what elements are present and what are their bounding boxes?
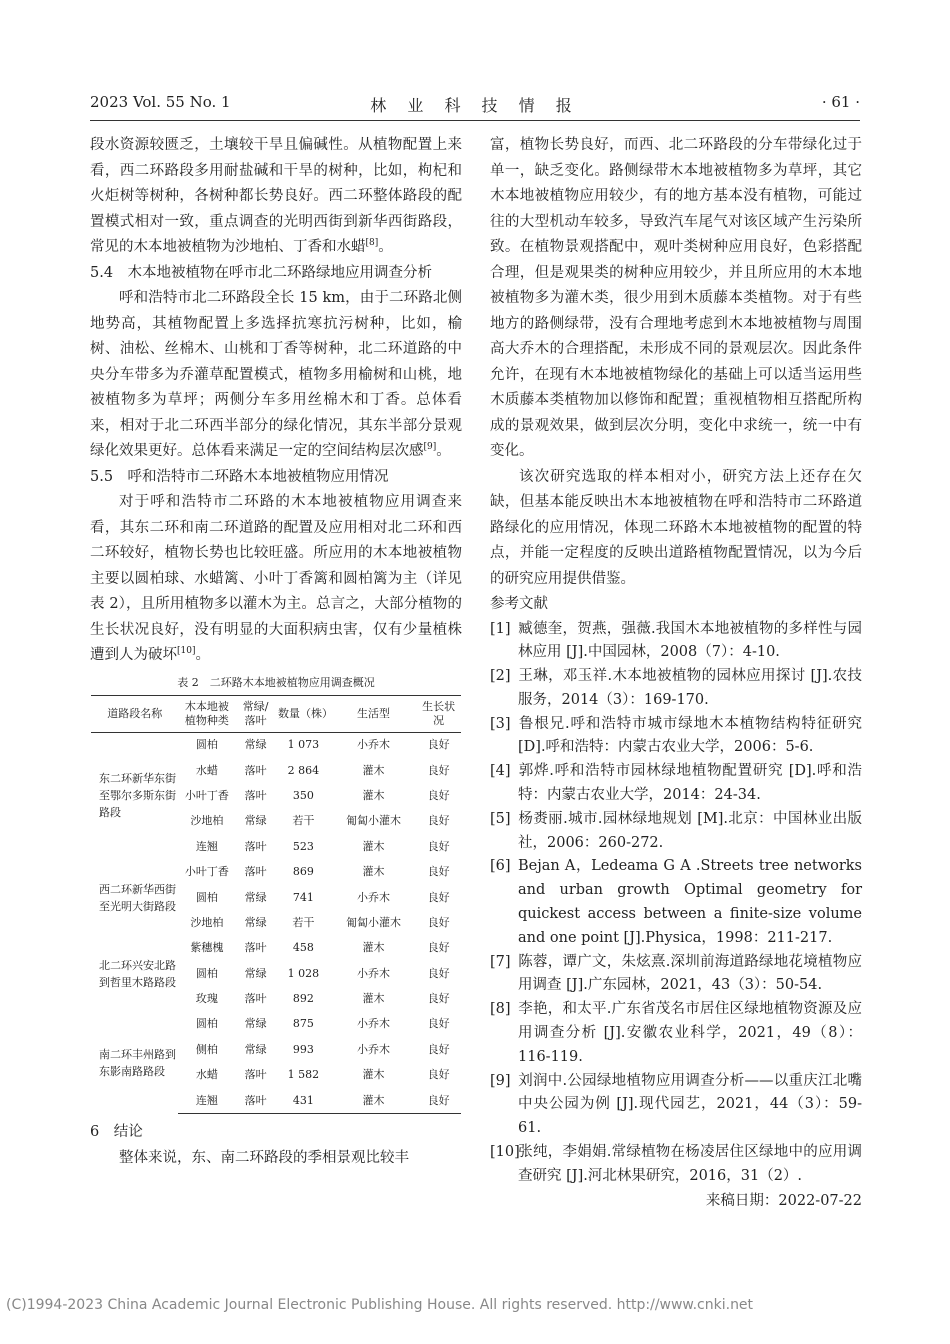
paragraph: 该次研究选取的样本相对小，研究方法上还存在欠缺，但基本能反映出木本地被植物在呼和浩特市二环路道路绿化的应用情况，体现二环路木本地被植物的配置的特点，并能一定程度的反映出道路植物配置情况，以为今后的研究应用提供借鉴。: [490, 468, 862, 587]
reference-number: [2]: [490, 668, 511, 685]
reference-item: [490, 951, 862, 999]
paragraph: 呼和浩特市北二环路段全长 15 km，由于二环路北侧地势高，其植物配置上多选择抗寒抗污树种，比如，榆树、油松、丝棉木、山桃和丁香等树种，北二环道路的中央分车带多为乔灌草配置模式，植物多用榆树和山桃，地被植物多为草坪；两侧分车多用丝棉木和丁香。总体看来，相对于北二环西半部分的绿化情况，其东半部分景观绿化效果更好。总体看来满足一定的空间结构层次感[9]。: [90, 290, 462, 459]
table-row: [91, 1012, 461, 1037]
life-form: 匍匐小灌木: [346, 915, 402, 929]
leaf-type: 常绿: [244, 1017, 267, 1031]
leaf-type: 落叶: [244, 788, 267, 802]
species: 沙地柏: [190, 814, 224, 828]
growth-status: 良好: [427, 1017, 450, 1031]
paragraph: 整体来说，东、南二环路段的季相景观比较丰: [119, 1149, 409, 1166]
road-segment: 北二环兴安北路到哲里木路路段: [99, 958, 176, 989]
journal-title: 林 业 科 技 情 报: [370, 96, 580, 115]
th-count: 数量（株）: [276, 695, 331, 732]
leaf-type: 常绿: [244, 915, 267, 929]
journal-volume: 2023 Vol. 55 No. 1: [90, 93, 231, 111]
reference-text: 杨赉丽.城市.园林绿地规划 [M].北京：中国林业出版社，2006：260-272.: [518, 810, 862, 851]
reference-text: 王琳，邓玉祥.木本地被植物的园林应用探讨 [J].农技服务，2014（3）：169-170.: [518, 668, 862, 708]
page-number: · 61 ·: [821, 93, 860, 111]
reference-item: [490, 665, 862, 713]
species: 侧柏: [195, 1042, 218, 1056]
th-segment: 道路段名称: [91, 695, 178, 732]
th-species: 木本地被植物种类: [178, 695, 235, 732]
life-form: 匍匐小灌木: [346, 814, 402, 828]
reference-number: [1]: [490, 620, 511, 637]
life-form: 小乔木: [357, 1017, 391, 1031]
growth-status: 良好: [427, 839, 450, 853]
reference-text: 李艳，和太平.广东省茂名市居住区绿地植物资源及应用调查分析 [J].安徽农业科学，2021，49（8）：116-119.: [518, 1001, 862, 1065]
th-lifeform: 生活型: [331, 695, 416, 732]
leaf-type: 落叶: [244, 941, 267, 955]
reference-text: 鲁根兄.呼和浩特市城市绿地木本植物结构特征研究 [D].呼和浩特：内蒙古农业大学，2006：5-6.: [518, 715, 862, 756]
reference-number: [5]: [490, 810, 511, 827]
life-form: 小乔木: [357, 966, 391, 980]
species: 圆柏: [195, 890, 218, 904]
reference-number: [4]: [490, 763, 511, 780]
road-segment: 东二环新华东街至鄂尔多斯东街路段: [99, 772, 176, 820]
life-form: 小乔木: [357, 1042, 391, 1056]
plant-count: 875: [292, 1017, 314, 1031]
reference-number: [7]: [490, 953, 511, 970]
reference-text: 张纯，李娟娟.常绿植物在杨凌居住区绿地中的应用调查研究 [J].河北林果研究，2016，31（2）.: [518, 1144, 862, 1184]
growth-status: 良好: [427, 788, 450, 802]
life-form: 灌木: [362, 788, 385, 802]
species: 小叶丁香: [184, 865, 229, 879]
received-date: 来稿日期：2022-07-22: [705, 1192, 862, 1209]
leaf-type: 常绿: [244, 1042, 267, 1056]
reference-text: 刘润中.公园绿地植物应用调查分析——以重庆江北嘴中央公园为例 [J].现代园艺，2021，44（3）：59-61.: [518, 1072, 862, 1137]
table-row: [91, 859, 461, 884]
section-heading-5-4: 5.4 木本地被植物在呼市北二环路绿地应用调查分析: [90, 264, 433, 281]
growth-status: 良好: [427, 1042, 450, 1056]
reference-text: 郭烨.呼和浩特市园林绿地植物配置研究 [D].呼和浩特：内蒙古农业大学，2014：24-34.: [518, 763, 862, 804]
growth-status: 良好: [427, 763, 450, 777]
table-body: [91, 732, 461, 1114]
growth-status: 良好: [427, 941, 450, 955]
table-caption: 表 2 二环路木本地被植物应用调查概况: [177, 675, 375, 689]
survey-table: [91, 695, 461, 1115]
th-evergreen: 常绿/落叶: [235, 695, 276, 732]
leaf-type: 常绿: [244, 966, 267, 980]
species: 小叶丁香: [184, 788, 229, 802]
references-heading: 参考文献: [490, 596, 548, 612]
life-form: 灌木: [362, 941, 385, 955]
reference-item: [490, 808, 862, 856]
reference-list: [490, 618, 862, 1189]
leaf-type: 落叶: [235, 1088, 276, 1114]
plant-count: 458: [292, 941, 314, 955]
plant-count: 1 028: [287, 966, 320, 980]
plant-count: 431: [276, 1088, 331, 1114]
reference-number: [10]: [490, 1144, 520, 1161]
reference-number: [8]: [490, 1001, 511, 1018]
species: 紫穗槐: [190, 941, 224, 955]
leaf-type: 常绿: [244, 814, 267, 828]
life-form: 小乔木: [357, 890, 391, 904]
reference-text: Bejan A，Ledeama G A .Streets tree networks and urban growth Optimal geometry for quickest access between a finite-size volume and one point [J].Physica，1998：211-217.: [518, 858, 862, 946]
species: 水蜡: [195, 1068, 218, 1082]
growth-status: 良好: [427, 992, 450, 1006]
paragraph: 富，植物长势良好，而西、北二环路段的分车带绿化过于单一，缺乏变化。路侧绿带木本地被植物多为草坪，其它木本地被植物应用较少，有的地方基本没有植物，可能过往的大型机动车较多，导致汽车尾气对该区域产生污染所致。在植物景观搭配中，观叶类树种应用良好，色彩搭配合理，但是观果类的树种应用较少，并且所应用的木本地被植物多为灌木类，很少用到木质藤本类植物。对于有些地方的路侧绿带，没有合理地考虑到木本地被植物与周围高大乔木的合理搭配，未形成不同的景观层次。因此条件允许，在现有木本地被植物绿化的基础上可以适当运用些木质藤本类植物加以修饰和配置；重视植物相互搭配所构成的景观效果，做到层次分明，变化中求统一，统一中有变化。: [490, 137, 862, 459]
table-header-row: [91, 695, 461, 732]
reference-item: [490, 855, 862, 950]
life-form: 灌木: [362, 839, 385, 853]
reference-number: [3]: [490, 715, 511, 732]
growth-status: 良好: [427, 966, 450, 980]
reference-item: [490, 618, 862, 666]
citation[interactable]: [8]: [365, 238, 379, 249]
reference-number: [6]: [490, 858, 511, 875]
growth-status: 良好: [416, 1088, 461, 1114]
reference-text: 陈蓉，谭广文，朱炫熹.深圳前海道路绿地花境植物应用调查 [J].广东园林，2021，43（3）：50-54.: [518, 953, 862, 994]
plant-count: 869: [292, 865, 314, 879]
right-column: [490, 133, 862, 1214]
reference-item: [490, 760, 862, 808]
plant-count: 1 073: [287, 738, 320, 752]
plant-count: 2 864: [287, 763, 320, 777]
life-form: 灌木: [362, 1068, 385, 1082]
running-header: [90, 93, 860, 119]
growth-status: 良好: [427, 890, 450, 904]
plant-count: 若干: [292, 814, 315, 828]
plant-count: 350: [292, 788, 314, 802]
leaf-type: 落叶: [244, 865, 267, 879]
species: 玫瑰: [195, 992, 218, 1006]
plant-count: 993: [292, 1042, 314, 1056]
growth-status: 良好: [427, 865, 450, 879]
plant-count: 1 582: [287, 1068, 320, 1082]
species: 圆柏: [195, 1017, 218, 1031]
leaf-type: 常绿: [244, 738, 267, 752]
leaf-type: 落叶: [244, 839, 267, 853]
life-form: 灌木: [362, 865, 385, 879]
road-segment: 西二环新华西街至光明大街路段: [99, 882, 176, 913]
reference-text: 臧德奎，贺燕，强薇.我国木本地被植物的多样性与园林应用 [J].中国园林，2008（7）：4-10.: [518, 620, 862, 661]
species: 沙地柏: [190, 915, 224, 929]
growth-status: 良好: [427, 738, 450, 752]
growth-status: 良好: [427, 915, 450, 929]
paragraph: 段水资源较匮乏，土壤较干旱且偏碱性。从植物配置上来看，西二环路段多用耐盐碱和干旱的树种，比如，枸杞和火炬树等树种，各树种都长势良好。西二环整体路段的配置模式相对一致，重点调查的光明西街到新华西街路段，常见的木本地被植物为沙地柏、丁香和水蜡[8]。: [90, 137, 462, 255]
species: 圆柏: [195, 966, 218, 980]
life-form: 灌木: [362, 763, 385, 777]
species: 连翘: [178, 1088, 235, 1114]
reference-item: [490, 1141, 862, 1189]
species: 圆柏: [195, 738, 218, 752]
section-heading-6: 6 结论: [90, 1124, 143, 1141]
plant-count: 523: [292, 839, 314, 853]
growth-status: 良好: [427, 1068, 450, 1082]
plant-count: 若干: [292, 915, 315, 929]
paragraph: 对于呼和浩特市二环路的木本地被植物应用调查来看，其东二环和南二环道路的配置及应用相对北二环和西二环较好，植物长势也比较旺盛。所应用的木本地被植物主要以圆柏球、水蜡篱、小叶丁香篱和圆柏篱为主（详见表 2），且所用植物多以灌木为主。总言之，大部分植物的生长状况良好，没有明显的大面积病虫害，仅有少量植株遭到人为破坏[10]。: [90, 494, 462, 663]
life-form: 小乔木: [357, 738, 391, 752]
copyright-footer: (C)1994-2023 China Academic Journal Electronic Publishing House. All rights reserved. http://www.cnki.net: [6, 1297, 754, 1313]
leaf-type: 落叶: [244, 992, 267, 1006]
road-segment: 南二环丰州路到东影南路路段: [99, 1047, 176, 1078]
header-rule: [90, 120, 860, 121]
reference-item: [490, 713, 862, 761]
citation[interactable]: [9]: [423, 442, 437, 453]
table-row: [91, 732, 461, 758]
th-status: 生长状况: [416, 695, 461, 732]
reference-number: [9]: [490, 1072, 511, 1089]
life-form: 灌木: [331, 1088, 416, 1114]
plant-count: 892: [292, 992, 314, 1006]
species: 水蜡: [195, 763, 218, 777]
table-row: [91, 936, 461, 961]
section-heading-5-5: 5.5 呼和浩特市二环路木本地被植物应用情况: [90, 468, 389, 485]
species: 连翘: [195, 839, 218, 853]
reference-item: [490, 998, 862, 1069]
growth-status: 良好: [427, 814, 450, 828]
leaf-type: 常绿: [244, 890, 267, 904]
citation[interactable]: [10]: [177, 646, 196, 657]
leaf-type: 落叶: [244, 763, 267, 777]
plant-count: 741: [292, 890, 314, 904]
leaf-type: 落叶: [244, 1068, 267, 1082]
life-form: 灌木: [362, 992, 385, 1006]
reference-item: [490, 1070, 862, 1141]
left-column: [90, 133, 462, 1171]
